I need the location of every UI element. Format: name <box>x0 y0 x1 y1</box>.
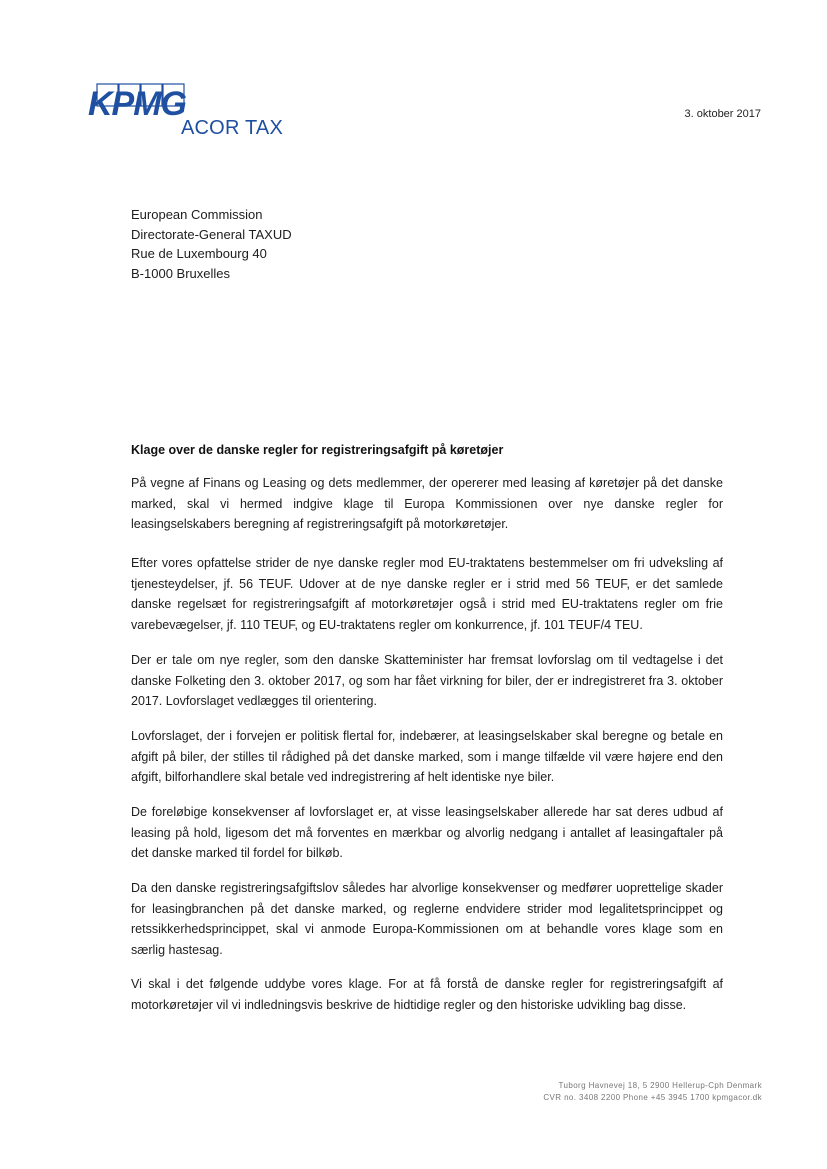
page-footer <box>543 1080 762 1104</box>
body-paragraph: Der er tale om nye regler, som den danske Skatteminister har fremsat lovforslag om til vedtagelse i det danske Folketing den 3. oktober 2017, og som har fået virkning for biler, der er indregistreret fra 3. oktober 2017. Lovforslaget vedlægges til orientering. <box>131 653 723 708</box>
recipient-line: European Commission <box>131 207 263 222</box>
body-paragraph: Lovforslaget, der i forvejen er politisk flertal for, indebærer, at leasingselskaber skal beregne og betale en afgift på biler, der stilles til rådighed på det danske marked, som i mange tilfælde vil være højere end den afgift, bilforhandlere skal betale ved indregistrering af helt identiske nye biler. <box>131 729 723 784</box>
recipient-line: B-1000 Bruxelles <box>131 265 230 281</box>
letter-date: 3. oktober 2017 <box>684 108 761 120</box>
body-paragraph: Efter vores opfattelse strider de nye danske regler mod EU-traktatens bestemmelser om fri udveksling af tjenesteydelser, jf. 56 TEUF. Udover at de nye danske regler er i strid med 56 TEUF, er det samlede danske regelsæt for registreringsafgift af motorkøretøjer også i strid med EU-traktatens regler om frie varebevægelser, jf. 110 TEUF, og EU-traktatens regler om konkurrence, jf. 101 TEUF/4 TEU. <box>131 556 723 632</box>
body-paragraph: De foreløbige konsekvenser af lovforslaget er, at visse leasingselskaber allerede har sat deres udbud af leasing på hold, ligesom det må forventes en mærkbar og alvorlig nedgang i antallet af leasingaftaler på det danske marked til fordel for bilkøb. <box>131 805 723 860</box>
recipient-line: Directorate-General TAXUD <box>131 226 292 242</box>
logo-kpmg-text: KPMG <box>88 85 186 123</box>
logo-subtitle: ACOR TAX <box>181 117 283 139</box>
body-paragraph: På vegne af Finans og Leasing og dets medlemmer, der opererer med leasing af køretøjer på det danske marked, skal vi hermed indgive klage til Europa Kommissionen over nye danske regler for leasingselskabers beregning af registreringsafgift på motorkøretøjer. <box>131 476 723 531</box>
letter-subject: Klage over de danske regler for registreringsafgift på køretøjer <box>131 443 504 457</box>
recipient-line: Rue de Luxembourg 40 <box>131 246 267 261</box>
footer-contact: CVR no. 3408 2200 Phone +45 3945 1700 kpmgacor.dk <box>543 1093 762 1102</box>
recipient-address <box>131 205 292 283</box>
body-paragraph: Da den danske registreringsafgiftslov således har alvorlige konsekvenser og medfører uoprettelige skader for leasingbranchen på det danske marked, og reglerne endvidere strider mod legalitetsprincippet og retssikkerhedsprincippet, skal vi anmode Europa-Kommissionen om at behandle vores klage som en særlig hastesag. <box>131 881 723 957</box>
company-logo <box>88 82 288 142</box>
body-paragraph: Vi skal i det følgende uddybe vores klage. For at få forstå de danske regler for registreringsafgift af motorkøretøjer vil vi indledningsvis beskrive de hidtidige regler og den historiske udvikling bag disse. <box>131 977 723 1012</box>
footer-address: Tuborg Havnevej 18, 5 2900 Hellerup-Cph Denmark <box>558 1081 762 1090</box>
